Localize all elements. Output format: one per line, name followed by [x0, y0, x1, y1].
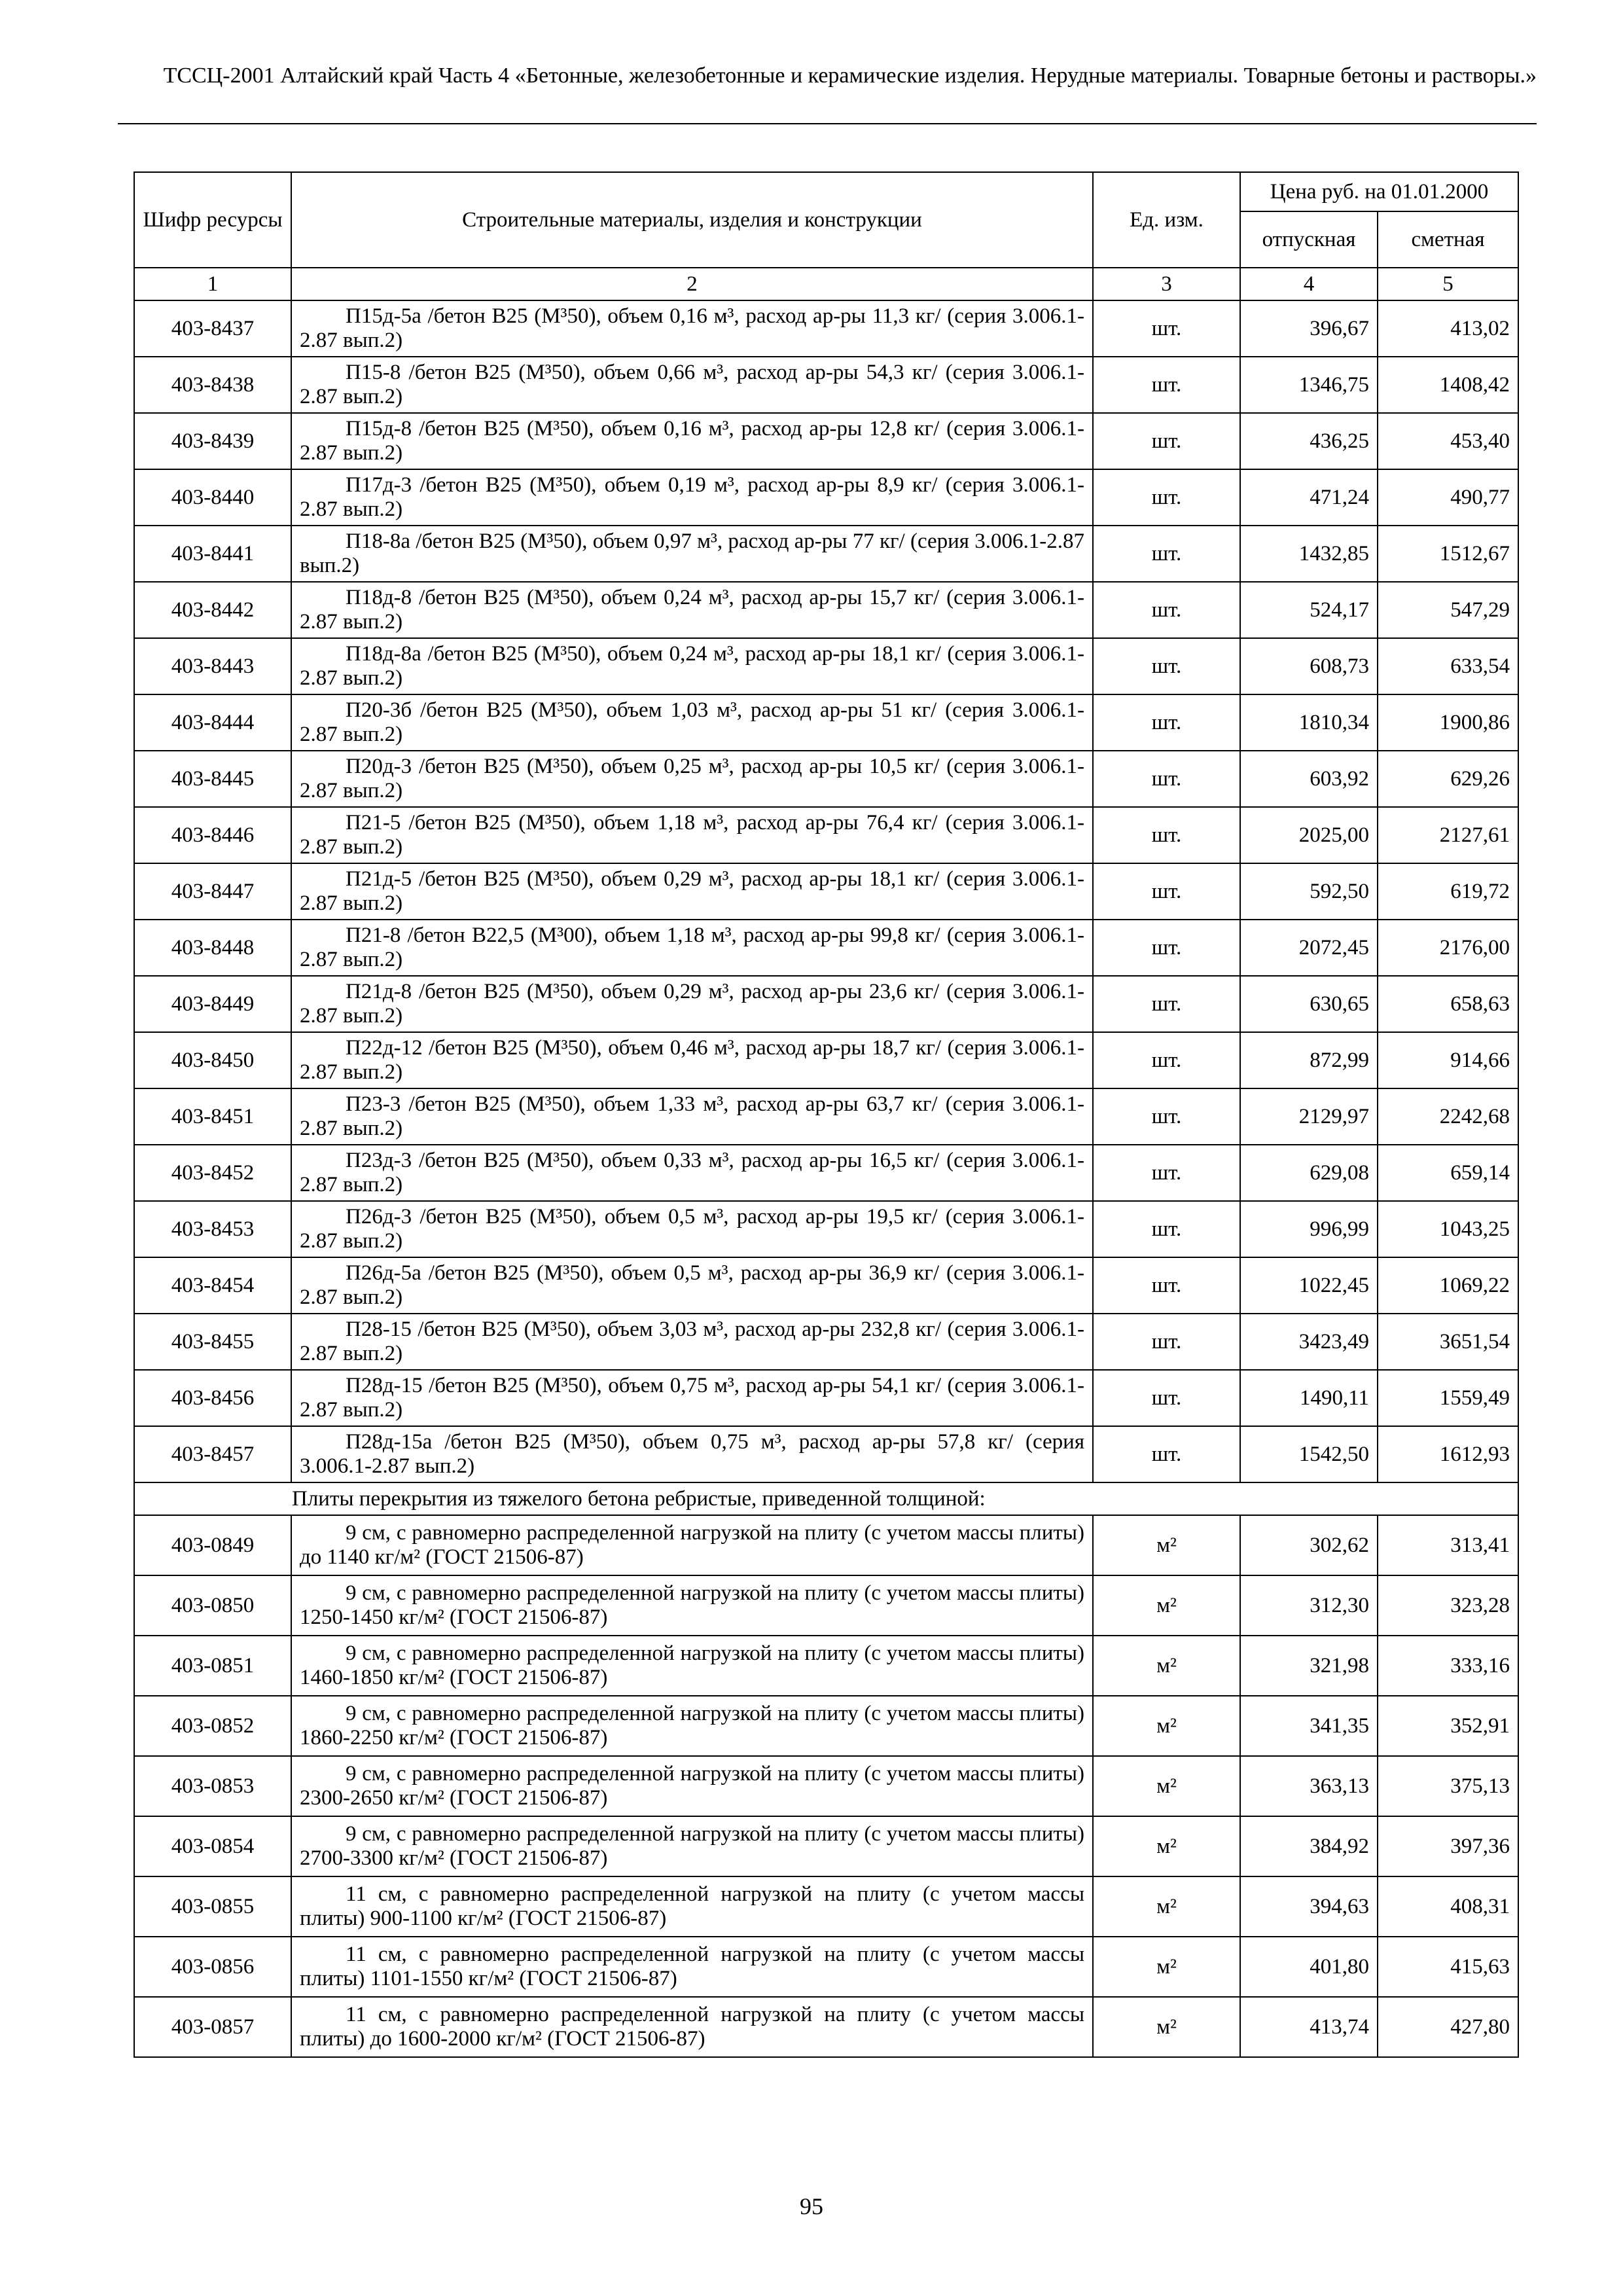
estimate-price: 1043,25 [1378, 1201, 1518, 1257]
material-description: П28д-15а /бетон В25 (М³50), объем 0,75 м³, расход ар-ры 57,8 кг/ (серия 3.006.1-2.87 вып.2) [291, 1426, 1093, 1482]
col-code-header: Шифр ресурсы [134, 172, 291, 268]
table-row [134, 1756, 1518, 1816]
table-row [134, 1816, 1518, 1876]
material-description: 9 см, с равномерно распределенной нагрузкой на плиту (с учетом массы плиты) 1460-1850 кг/м² (ГОСТ 21506-87) [291, 1636, 1093, 1696]
resource-code: 403-0854 [134, 1816, 291, 1876]
release-price: 872,99 [1240, 1032, 1378, 1088]
material-description: П26д-5а /бетон В25 (М³50), объем 0,5 м³, расход ар-ры 36,9 кг/ (серия 3.006.1-2.87 вып.2) [291, 1257, 1093, 1314]
material-description: П17д-3 /бетон В25 (М³50), объем 0,19 м³, расход ар-ры 8,9 кг/ (серия 3.006.1-2.87 вып.2) [291, 469, 1093, 526]
release-price: 629,08 [1240, 1145, 1378, 1201]
estimate-price: 352,91 [1378, 1696, 1518, 1756]
unit-of-measure: шт. [1093, 1426, 1240, 1482]
running-header: ТССЦ-2001 Алтайский край Часть 4 «Бетонные, железобетонные и керамические изделия. Нерудные материалы. Товарные бетоны и растворы.» [163, 63, 1537, 88]
unit-of-measure: м² [1093, 1937, 1240, 1997]
resource-code: 403-8441 [134, 526, 291, 582]
release-price: 384,92 [1240, 1816, 1378, 1876]
col-estimate-header: сметная [1378, 211, 1518, 268]
material-description: П22д-12 /бетон В25 (М³50), объем 0,46 м³, расход ар-ры 18,7 кг/ (серия 3.006.1-2.87 вып.2) [291, 1032, 1093, 1088]
resource-code: 403-8442 [134, 582, 291, 638]
resource-code: 403-0853 [134, 1756, 291, 1816]
resource-code: 403-8456 [134, 1370, 291, 1426]
table-row [134, 582, 1518, 638]
release-price: 524,17 [1240, 582, 1378, 638]
table-row [134, 1088, 1518, 1145]
material-description: 9 см, с равномерно распределенной нагрузкой на плиту (с учетом массы плиты) 2300-2650 кг/м² (ГОСТ 21506-87) [291, 1756, 1093, 1816]
resource-code: 403-8454 [134, 1257, 291, 1314]
table-row [134, 357, 1518, 413]
table-row [134, 920, 1518, 976]
table-row [134, 976, 1518, 1032]
estimate-price: 453,40 [1378, 413, 1518, 469]
unit-of-measure: шт. [1093, 357, 1240, 413]
resource-code: 403-8446 [134, 807, 291, 863]
table-row [134, 1636, 1518, 1696]
page-number: 95 [800, 2193, 823, 2219]
unit-of-measure: шт. [1093, 863, 1240, 920]
estimate-price: 397,36 [1378, 1816, 1518, 1876]
resource-code: 403-8437 [134, 300, 291, 357]
table-body-products [134, 300, 1518, 1482]
col-number: 5 [1378, 268, 1518, 300]
unit-of-measure: шт. [1093, 694, 1240, 751]
material-description: П21д-8 /бетон В25 (М³50), объем 0,29 м³, расход ар-ры 23,6 кг/ (серия 3.006.1-2.87 вып.2) [291, 976, 1093, 1032]
estimate-price: 490,77 [1378, 469, 1518, 526]
resource-code: 403-8448 [134, 920, 291, 976]
material-description: П23-3 /бетон В25 (М³50), объем 1,33 м³, расход ар-ры 63,7 кг/ (серия 3.006.1-2.87 вып.2) [291, 1088, 1093, 1145]
material-description: 9 см, с равномерно распределенной нагрузкой на плиту (с учетом массы плиты) до 1140 кг/м² (ГОСТ 21506-87) [291, 1515, 1093, 1575]
unit-of-measure: шт. [1093, 1314, 1240, 1370]
material-description: П18д-8 /бетон В25 (М³50), объем 0,24 м³, расход ар-ры 15,7 кг/ (серия 3.006.1-2.87 вып.2) [291, 582, 1093, 638]
col-number: 2 [291, 268, 1093, 300]
resource-code: 403-0851 [134, 1636, 291, 1696]
table-row [134, 300, 1518, 357]
release-price: 312,30 [1240, 1575, 1378, 1636]
col-name-header: Строительные материалы, изделия и конструкции [291, 172, 1093, 268]
estimate-price: 2242,68 [1378, 1088, 1518, 1145]
group-heading-row [134, 1482, 1518, 1515]
estimate-price: 2127,61 [1378, 807, 1518, 863]
estimate-price: 914,66 [1378, 1032, 1518, 1088]
material-description: 11 см, с равномерно распределенной нагрузкой на плиту (с учетом массы плиты) 1101-1550 кг/м² (ГОСТ 21506-87) [291, 1937, 1093, 1997]
release-price: 321,98 [1240, 1636, 1378, 1696]
release-price: 630,65 [1240, 976, 1378, 1032]
estimate-price: 547,29 [1378, 582, 1518, 638]
release-price: 592,50 [1240, 863, 1378, 920]
release-price: 341,35 [1240, 1696, 1378, 1756]
unit-of-measure: шт. [1093, 1201, 1240, 1257]
unit-of-measure: шт. [1093, 1032, 1240, 1088]
table-row [134, 1937, 1518, 1997]
resource-code: 403-0852 [134, 1696, 291, 1756]
table-row [134, 1997, 1518, 2057]
release-price: 394,63 [1240, 1876, 1378, 1937]
table-row [134, 413, 1518, 469]
unit-of-measure: шт. [1093, 469, 1240, 526]
material-description: П28д-15 /бетон В25 (М³50), объем 0,75 м³, расход ар-ры 54,1 кг/ (серия 3.006.1-2.87 вып.2) [291, 1370, 1093, 1426]
unit-of-measure: шт. [1093, 413, 1240, 469]
resource-code: 403-8452 [134, 1145, 291, 1201]
unit-of-measure: м² [1093, 1696, 1240, 1756]
release-price: 471,24 [1240, 469, 1378, 526]
col-release-header: отпускная [1240, 211, 1378, 268]
resource-code: 403-8447 [134, 863, 291, 920]
unit-of-measure: шт. [1093, 1088, 1240, 1145]
material-description: П21д-5 /бетон В25 (М³50), объем 0,29 м³, расход ар-ры 18,1 кг/ (серия 3.006.1-2.87 вып.2) [291, 863, 1093, 920]
estimate-price: 333,16 [1378, 1636, 1518, 1696]
material-description: П15д-8 /бетон В25 (М³50), объем 0,16 м³, расход ар-ры 12,8 кг/ (серия 3.006.1-2.87 вып.2) [291, 413, 1093, 469]
material-description: П15д-5а /бетон В25 (М³50), объем 0,16 м³, расход ар-ры 11,3 кг/ (серия 3.006.1-2.87 вып.2) [291, 300, 1093, 357]
table-row [134, 1876, 1518, 1937]
resource-code: 403-8445 [134, 751, 291, 807]
estimate-price: 3651,54 [1378, 1314, 1518, 1370]
estimate-price: 375,13 [1378, 1756, 1518, 1816]
unit-of-measure: шт. [1093, 582, 1240, 638]
unit-of-measure: шт. [1093, 1145, 1240, 1201]
unit-of-measure: м² [1093, 1876, 1240, 1937]
unit-of-measure: м² [1093, 1636, 1240, 1696]
table-row [134, 863, 1518, 920]
release-price: 1542,50 [1240, 1426, 1378, 1482]
table-body-slabs [134, 1515, 1518, 2057]
unit-of-measure: м² [1093, 1816, 1240, 1876]
release-price: 3423,49 [1240, 1314, 1378, 1370]
resource-code: 403-8455 [134, 1314, 291, 1370]
release-price: 1432,85 [1240, 526, 1378, 582]
estimate-price: 427,80 [1378, 1997, 1518, 2057]
release-price: 401,80 [1240, 1937, 1378, 1997]
release-price: 2025,00 [1240, 807, 1378, 863]
estimate-price: 1512,67 [1378, 526, 1518, 582]
resource-code: 403-8451 [134, 1088, 291, 1145]
resource-code: 403-8438 [134, 357, 291, 413]
estimate-price: 323,28 [1378, 1575, 1518, 1636]
unit-of-measure: м² [1093, 1515, 1240, 1575]
unit-of-measure: шт. [1093, 751, 1240, 807]
unit-of-measure: шт. [1093, 526, 1240, 582]
release-price: 1490,11 [1240, 1370, 1378, 1426]
resource-code: 403-0856 [134, 1937, 291, 1997]
release-price: 1346,75 [1240, 357, 1378, 413]
table-row [134, 1032, 1518, 1088]
release-price: 2129,97 [1240, 1088, 1378, 1145]
estimate-price: 1408,42 [1378, 357, 1518, 413]
unit-of-measure: шт. [1093, 976, 1240, 1032]
estimate-price: 413,02 [1378, 300, 1518, 357]
estimate-price: 1069,22 [1378, 1257, 1518, 1314]
price-table [134, 171, 1519, 2058]
unit-of-measure: м² [1093, 1575, 1240, 1636]
material-description: П28-15 /бетон В25 (М³50), объем 3,03 м³, расход ар-ры 232,8 кг/ (серия 3.006.1-2.87 вып.2) [291, 1314, 1093, 1370]
estimate-price: 415,63 [1378, 1937, 1518, 1997]
table-row [134, 526, 1518, 582]
resource-code: 403-0850 [134, 1575, 291, 1636]
estimate-price: 408,31 [1378, 1876, 1518, 1937]
col-number: 1 [134, 268, 291, 300]
table-row [134, 694, 1518, 751]
table-row [134, 1515, 1518, 1575]
release-price: 1022,45 [1240, 1257, 1378, 1314]
release-price: 608,73 [1240, 638, 1378, 694]
resource-code: 403-8440 [134, 469, 291, 526]
release-price: 413,74 [1240, 1997, 1378, 2057]
release-price: 302,62 [1240, 1515, 1378, 1575]
material-description: П21-5 /бетон В25 (М³50), объем 1,18 м³, расход ар-ры 76,4 кг/ (серия 3.006.1-2.87 вып.2) [291, 807, 1093, 863]
release-price: 363,13 [1240, 1756, 1378, 1816]
estimate-price: 633,54 [1378, 638, 1518, 694]
resource-code: 403-0857 [134, 1997, 291, 2057]
material-description: П20д-3 /бетон В25 (М³50), объем 0,25 м³, расход ар-ры 10,5 кг/ (серия 3.006.1-2.87 вып.2) [291, 751, 1093, 807]
table-row [134, 1696, 1518, 1756]
table-row [134, 1145, 1518, 1201]
table-row [134, 807, 1518, 863]
estimate-price: 1900,86 [1378, 694, 1518, 751]
estimate-price: 619,72 [1378, 863, 1518, 920]
table-row [134, 1575, 1518, 1636]
table-row [134, 1370, 1518, 1426]
material-description: П21-8 /бетон В22,5 (М³00), объем 1,18 м³, расход ар-ры 99,8 кг/ (серия 3.006.1-2.87 вып.2) [291, 920, 1093, 976]
group-heading: Плиты перекрытия из тяжелого бетона ребристые, приведенной толщиной: [134, 1482, 1518, 1515]
col-number: 3 [1093, 268, 1240, 300]
release-price: 603,92 [1240, 751, 1378, 807]
table-row [134, 1257, 1518, 1314]
release-price: 996,99 [1240, 1201, 1378, 1257]
material-description: 9 см, с равномерно распределенной нагрузкой на плиту (с учетом массы плиты) 1860-2250 кг/м² (ГОСТ 21506-87) [291, 1696, 1093, 1756]
estimate-price: 1612,93 [1378, 1426, 1518, 1482]
material-description: 11 см, с равномерно распределенной нагрузкой на плиту (с учетом массы плиты) 900-1100 кг/м² (ГОСТ 21506-87) [291, 1876, 1093, 1937]
col-unit-header: Ед. изм. [1093, 172, 1240, 268]
resource-code: 403-8444 [134, 694, 291, 751]
release-price: 436,25 [1240, 413, 1378, 469]
table-row [134, 1314, 1518, 1370]
resource-code: 403-8439 [134, 413, 291, 469]
estimate-price: 629,26 [1378, 751, 1518, 807]
estimate-price: 659,14 [1378, 1145, 1518, 1201]
material-description: 9 см, с равномерно распределенной нагрузкой на плиту (с учетом массы плиты) 1250-1450 кг/м² (ГОСТ 21506-87) [291, 1575, 1093, 1636]
resource-code: 403-8443 [134, 638, 291, 694]
material-description: П18-8а /бетон В25 (М³50), объем 0,97 м³, расход ар-ры 77 кг/ (серия 3.006.1-2.87 вып.2) [291, 526, 1093, 582]
estimate-price: 1559,49 [1378, 1370, 1518, 1426]
resource-code: 403-8449 [134, 976, 291, 1032]
col-number: 4 [1240, 268, 1378, 300]
unit-of-measure: шт. [1093, 300, 1240, 357]
col-price-group-header: Цена руб. на 01.01.2000 [1240, 172, 1518, 211]
material-description: П18д-8а /бетон В25 (М³50), объем 0,24 м³, расход ар-ры 18,1 кг/ (серия 3.006.1-2.87 вып.2) [291, 638, 1093, 694]
header-rule [118, 123, 1537, 124]
release-price: 1810,34 [1240, 694, 1378, 751]
table-row [134, 751, 1518, 807]
unit-of-measure: шт. [1093, 1370, 1240, 1426]
resource-code: 403-0855 [134, 1876, 291, 1937]
resource-code: 403-8450 [134, 1032, 291, 1088]
unit-of-measure: шт. [1093, 807, 1240, 863]
estimate-price: 658,63 [1378, 976, 1518, 1032]
table-row [134, 1426, 1518, 1482]
material-description: П23д-3 /бетон В25 (М³50), объем 0,33 м³, расход ар-ры 16,5 кг/ (серия 3.006.1-2.87 вып.2) [291, 1145, 1093, 1201]
table-row [134, 469, 1518, 526]
material-description: П15-8 /бетон В25 (М³50), объем 0,66 м³, расход ар-ры 54,3 кг/ (серия 3.006.1-2.87 вып.2) [291, 357, 1093, 413]
material-description: 11 см, с равномерно распределенной нагрузкой на плиту (с учетом массы плиты) до 1600-2000 кг/м² (ГОСТ 21506-87) [291, 1997, 1093, 2057]
resource-code: 403-0849 [134, 1515, 291, 1575]
release-price: 396,67 [1240, 300, 1378, 357]
material-description: П26д-3 /бетон В25 (М³50), объем 0,5 м³, расход ар-ры 19,5 кг/ (серия 3.006.1-2.87 вып.2) [291, 1201, 1093, 1257]
resource-code: 403-8453 [134, 1201, 291, 1257]
unit-of-measure: м² [1093, 1997, 1240, 2057]
resource-code: 403-8457 [134, 1426, 291, 1482]
unit-of-measure: м² [1093, 1756, 1240, 1816]
unit-of-measure: шт. [1093, 920, 1240, 976]
unit-of-measure: шт. [1093, 638, 1240, 694]
release-price: 2072,45 [1240, 920, 1378, 976]
estimate-price: 2176,00 [1378, 920, 1518, 976]
material-description: 9 см, с равномерно распределенной нагрузкой на плиту (с учетом массы плиты) 2700-3300 кг/м² (ГОСТ 21506-87) [291, 1816, 1093, 1876]
material-description: П20-3б /бетон В25 (М³50), объем 1,03 м³, расход ар-ры 51 кг/ (серия 3.006.1-2.87 вып.2) [291, 694, 1093, 751]
table-row [134, 638, 1518, 694]
table-row [134, 1201, 1518, 1257]
estimate-price: 313,41 [1378, 1515, 1518, 1575]
unit-of-measure: шт. [1093, 1257, 1240, 1314]
